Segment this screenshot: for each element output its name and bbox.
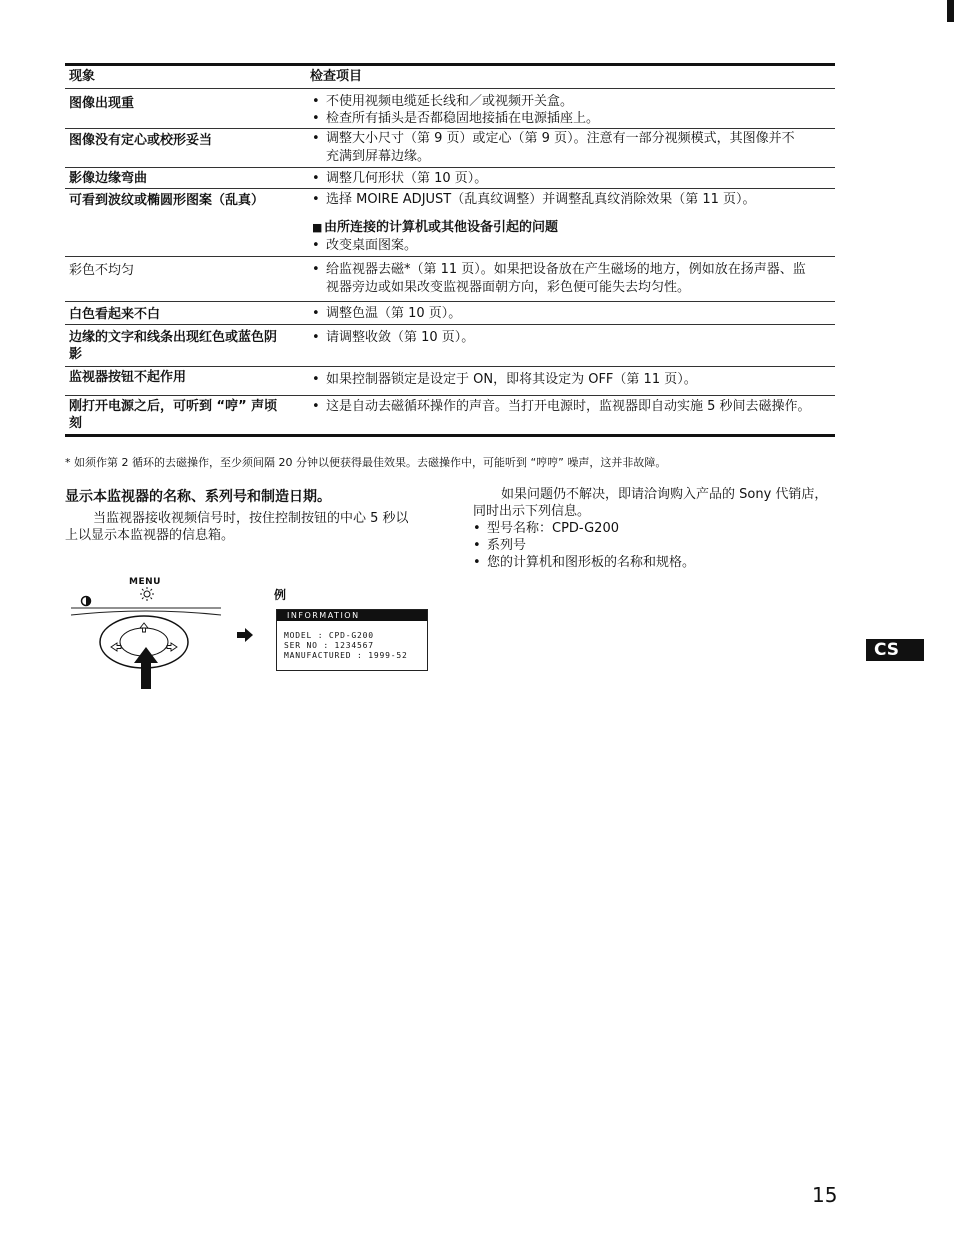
info-list-item: • 系列号 <box>473 537 843 554</box>
section-body-line: 当监视器接收视频信号时，按住控制按钮的中心 5 秒以 <box>93 511 409 526</box>
row-divider <box>65 188 835 189</box>
information-title-bar: INFORMATION <box>277 610 427 621</box>
info-list-item: • 型号名称：CPD-G200 <box>473 520 843 537</box>
check-item-continued: 视器旁边或如果改变监视器面朝方向，彩色便可能失去均匀性。 <box>326 280 691 295</box>
footnote: * 如须作第 2 循环的去磁操作，至少须间隔 20 分钟以便获得最佳效果。去磁操作中，可能听到 “哼哼” 噪声，这并非故障。 <box>65 456 667 469</box>
symptom-cell: 彩色不均匀 <box>69 263 135 278</box>
row-divider <box>65 301 835 302</box>
row-divider <box>65 256 835 257</box>
information-box <box>276 609 428 671</box>
info-serial-line: SER NO : 1234567 <box>284 641 374 650</box>
symptom-cell: 图像没有定心或校形妥当 <box>69 133 213 148</box>
symptom-cell: 监视器按钮不起作用 <box>69 370 187 385</box>
row-divider <box>65 88 835 89</box>
control-button-diagram <box>66 585 226 695</box>
symptom-cell: 白色看起来不白 <box>69 307 161 322</box>
arrow-right-icon <box>236 627 254 643</box>
brightness-icon <box>140 587 154 601</box>
check-item: • 这是自动去磁循环操作的声音。当打开电源时，监视器即自动实施 5 秒间去磁操作。 <box>312 398 811 415</box>
check-item: • 调整大小尺寸（第 9 页）或定心（第 9 页）。注意有一部分视频模式，其图像并不 <box>312 130 795 147</box>
section-title: 显示本监视器的名称、系列号和制造日期。 <box>65 489 331 505</box>
info-model-line: MODEL : CPD-G200 <box>284 631 374 640</box>
row-divider <box>65 395 835 396</box>
row-divider <box>65 128 835 129</box>
language-badge: CS <box>866 639 924 661</box>
check-item: • 改变桌面图案。 <box>312 237 417 254</box>
check-item: • 如果控制器锁定是设定于 ON，即将其设定为 OFF（第 11 页）。 <box>312 371 697 388</box>
info-manufactured-line: MANUFACTURED : 1999-52 <box>284 651 408 660</box>
check-item: • 给监视器去磁*（第 11 页）。如果把设备放在产生磁场的地方，例如放在扬声器、监 <box>312 261 806 278</box>
example-label: 例 <box>274 588 287 602</box>
contrast-icon <box>82 597 91 606</box>
check-item: • 不使用视频电缆延长线和／或视频开关盒。 <box>312 93 573 110</box>
symptom-cell: 可看到波纹或椭圆形图案（乱真） <box>69 193 265 208</box>
check-item: • 检查所有插头是否都稳固地接插在电源插座上。 <box>312 110 599 127</box>
header-check: 检查项目 <box>310 69 363 84</box>
page-number: 15 <box>812 1183 838 1207</box>
symptom-cell: 刚打开电源之后，可听到 “哼” 声顷 <box>69 399 278 414</box>
check-item-continued: 充满到屏幕边缘。 <box>326 149 431 164</box>
symptom-cell: 影像边缘弯曲 <box>69 171 148 186</box>
row-divider <box>65 366 835 367</box>
check-item: • 选择 MOIRE ADJUST（乱真纹调整）并调整乱真纹消除效果（第 11 页）。 <box>312 191 756 208</box>
edge-mark <box>947 0 954 22</box>
contact-info <box>473 486 843 571</box>
menu-label: MENU <box>129 577 161 587</box>
check-subheading: ■ 由所连接的计算机或其他设备引起的问题 <box>312 219 558 236</box>
symptom-cell: 边缘的文字和线条出现红色或蓝色阴 <box>69 330 278 345</box>
row-divider <box>65 167 835 168</box>
table-bottom-rule <box>65 434 835 437</box>
check-item: • 调整色温（第 10 页）。 <box>312 305 461 322</box>
section-body <box>65 510 445 544</box>
row-divider <box>65 324 835 325</box>
symptom-cell: 图像出现重 <box>69 96 135 111</box>
check-item: • 调整几何形状（第 10 页）。 <box>312 170 487 187</box>
section-body-line: 上以显示本监视器的信息箱。 <box>65 528 235 543</box>
contact-paragraph-line: 同时出示下列信息。 <box>473 504 591 519</box>
contact-paragraph-line: 如果问题仍不解决，即请洽询购入产品的 Sony 代销店， <box>501 487 828 502</box>
check-item: • 请调整收敛（第 10 页）。 <box>312 329 474 346</box>
symptom-cell-continued: 影 <box>69 347 83 362</box>
info-list-item: • 您的计算机和图形板的名称和规格。 <box>473 554 843 571</box>
table-top-rule <box>65 63 835 66</box>
header-symptom: 现象 <box>69 69 96 84</box>
symptom-cell-continued: 刻 <box>69 416 83 431</box>
